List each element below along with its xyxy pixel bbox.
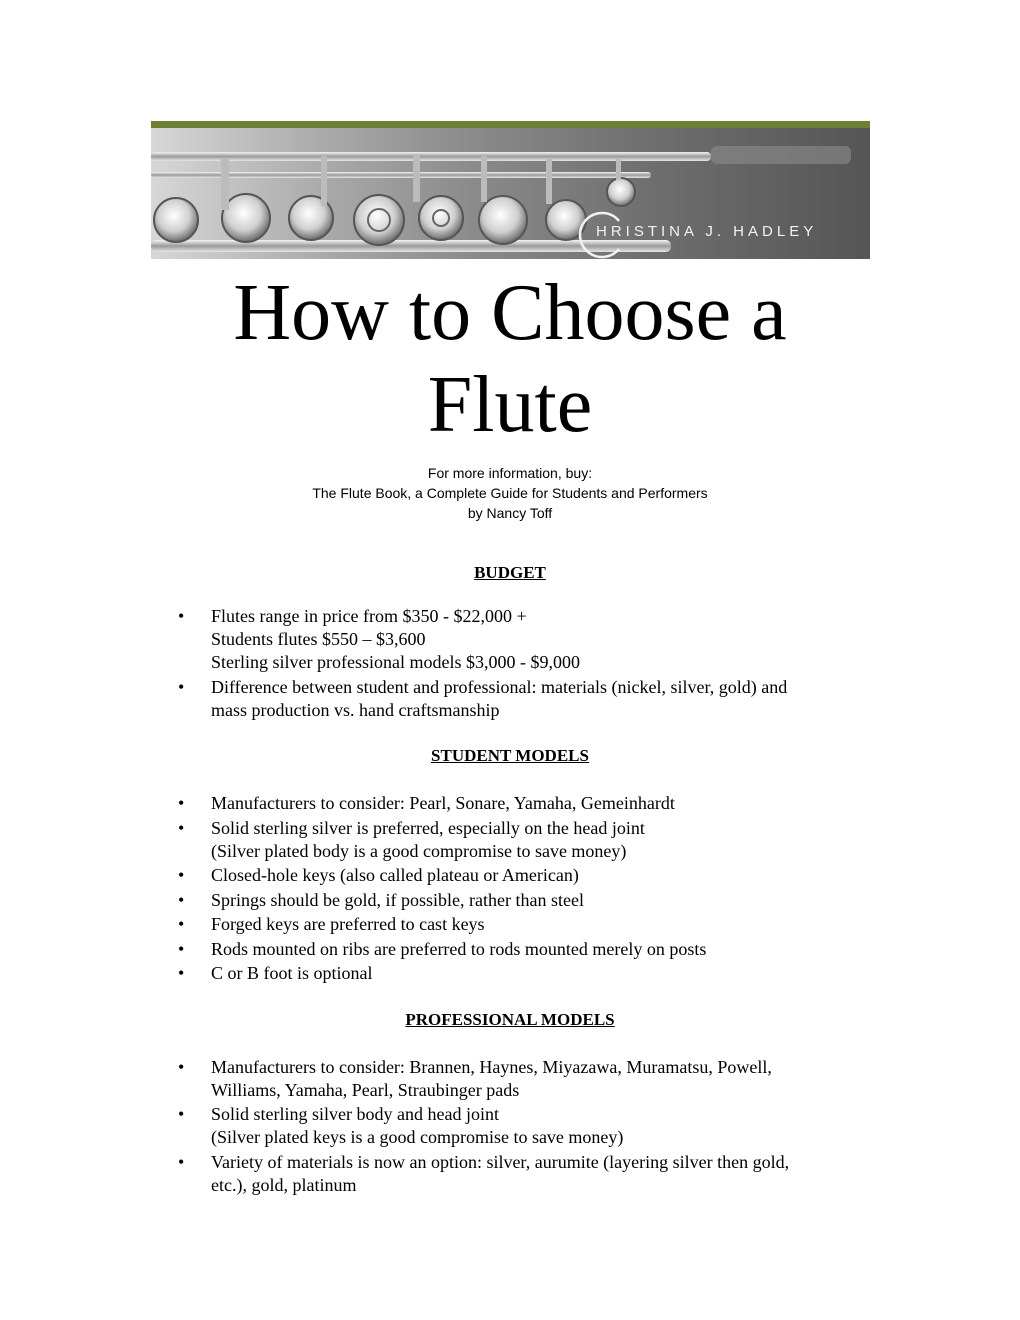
section-heading-student-models: STUDENT MODELS — [431, 746, 589, 765]
list-item: Rods mounted on ribs are preferred to rods mounted merely on posts — [211, 939, 707, 959]
list-item-continuation: etc.), gold, platinum — [211, 1175, 357, 1195]
flute-rod — [151, 152, 711, 161]
page-title-line-2: Flute — [427, 361, 593, 449]
bullet-icon: • — [178, 914, 185, 934]
key-cup — [154, 198, 198, 242]
key-cup — [419, 196, 463, 240]
bullet-icon: • — [178, 1104, 185, 1124]
list-item-continuation: (Silver plated keys is a good compromise to save money) — [211, 1127, 624, 1147]
list-item: Manufacturers to consider: Pearl, Sonare, Yamaha, Gemeinhardt — [211, 793, 675, 813]
list-item-continuation: mass production vs. hand craftsmanship — [211, 700, 500, 720]
key-cup — [479, 196, 527, 244]
list-item-continuation: Williams, Yamaha, Pearl, Straubinger pads — [211, 1080, 520, 1100]
list-item-continuation: (Silver plated body is a good compromise to save money) — [211, 841, 627, 861]
list-item: Variety of materials is now an option: silver, aurumite (layering silver then gold, — [211, 1152, 790, 1172]
key-cup — [222, 194, 270, 242]
reference-book-title: The Flute Book, a Complete Guide for Students and Performers — [312, 485, 708, 501]
list-item: Closed-hole keys (also called plateau or American) — [211, 865, 579, 885]
list-item: Flutes range in price from $350 - $22,000 + — [211, 606, 527, 626]
list-item-continuation: Students flutes $550 – $3,600 — [211, 629, 426, 649]
bullet-icon: • — [178, 818, 185, 838]
list-item: Solid sterling silver body and head joint — [211, 1104, 499, 1124]
banner-accent-bar — [151, 121, 870, 128]
bullet-icon: • — [178, 963, 185, 983]
key-cup — [607, 178, 635, 206]
list-item-continuation: Sterling silver professional models $3,000 - $9,000 — [211, 652, 580, 672]
list-item: Springs should be gold, if possible, rather than steel — [211, 890, 584, 910]
bullet-icon: • — [178, 939, 185, 959]
section-heading-budget: BUDGET — [474, 563, 546, 582]
list-item: C or B foot is optional — [211, 963, 373, 983]
list-item: Forged keys are preferred to cast keys — [211, 914, 485, 934]
page-title-line-1: How to Choose a — [233, 269, 787, 357]
bullet-icon: • — [178, 1057, 185, 1077]
bullet-icon: • — [178, 677, 185, 697]
bullet-icon: • — [178, 793, 185, 813]
list-item: Manufacturers to consider: Brannen, Haynes, Miyazawa, Muramatsu, Powell, — [211, 1057, 772, 1077]
banner-brand-text: HRISTINA J. HADLEY — [596, 223, 818, 240]
section-heading-professional-models: PROFESSIONAL MODELS — [405, 1010, 615, 1029]
list-item: Solid sterling silver is preferred, especially on the head joint — [211, 818, 645, 838]
reference-author: by Nancy Toff — [467, 505, 553, 521]
bullet-icon: • — [178, 606, 185, 626]
key-cup — [354, 195, 404, 245]
reference-intro: For more information, buy: — [427, 465, 593, 481]
bullet-icon: • — [178, 1152, 185, 1172]
header-banner — [151, 121, 870, 259]
bullet-icon: • — [178, 890, 185, 910]
flute-body — [151, 240, 671, 252]
list-item: Difference between student and professional: materials (nickel, silver, gold) and — [211, 677, 788, 697]
bullet-icon: • — [178, 865, 185, 885]
